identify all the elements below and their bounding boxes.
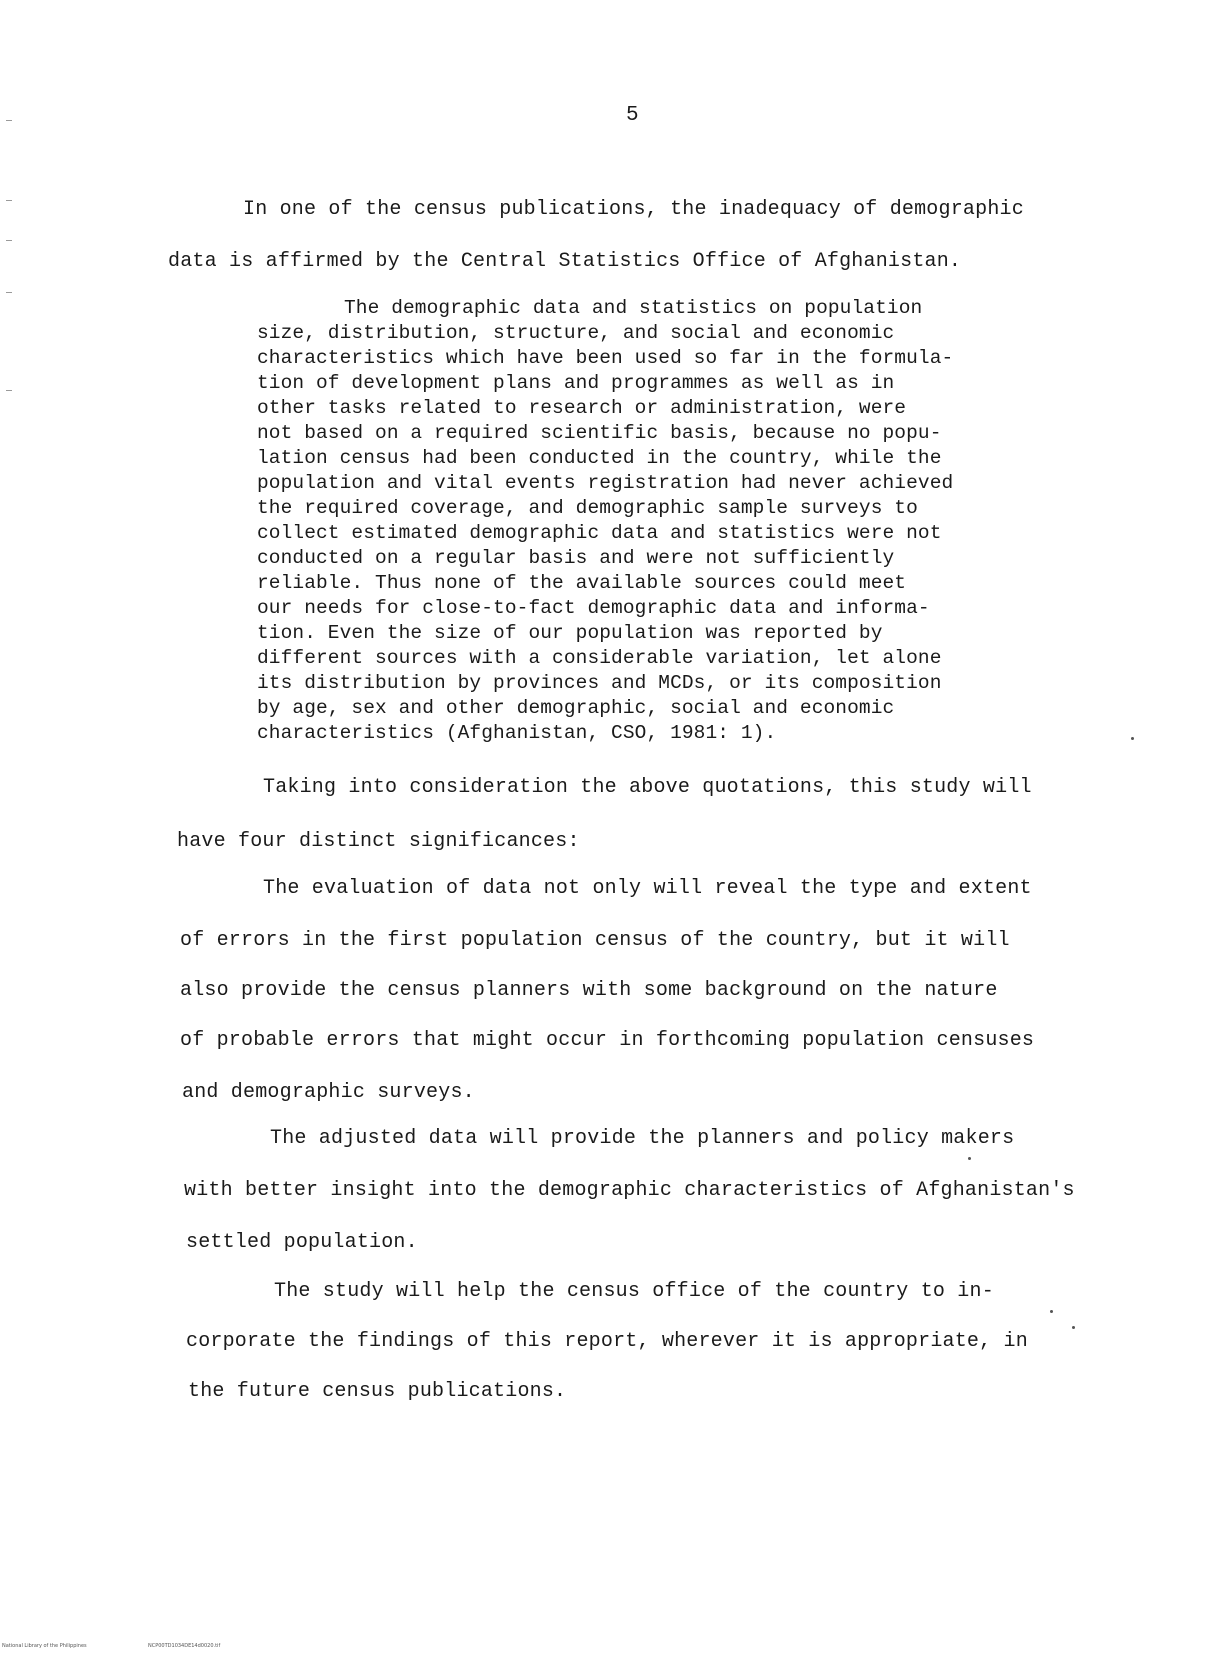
quote-line: population and vital events registration had never achieved (257, 472, 954, 494)
footer-library-label: National Library of the Philippines (2, 1643, 87, 1649)
scan-speck (968, 1157, 971, 1160)
quote-line: lation census had been conducted in the country, while the (257, 447, 942, 469)
quote-line: tion. Even the size of our population was reported by (257, 622, 883, 644)
scan-margin-mark (6, 200, 12, 201)
scan-margin-mark (6, 240, 12, 241)
quote-line: size, distribution, structure, and social and economic (257, 322, 895, 344)
quote-line: its distribution by provinces and MCDs, or its composition (257, 672, 942, 694)
quote-line: tion of development plans and programmes as well as in (257, 372, 895, 394)
significance-intro-line: have four distinct significances: (177, 830, 580, 853)
quote-line: conducted on a regular basis and were not sufficiently (257, 547, 895, 569)
quote-line: collect estimated demographic data and statistics were not (257, 522, 942, 544)
footer-file-id: NCP00TD1034DE14d0020.tif (148, 1643, 221, 1649)
scan-speck (1131, 737, 1134, 740)
scan-margin-mark (6, 120, 12, 121)
quote-line: characteristics (Afghanistan, CSO, 1981: 1). (257, 722, 777, 744)
paragraph-1-line: and demographic surveys. (182, 1081, 475, 1104)
paragraph-1-line: of errors in the first population census of the country, but it will (180, 929, 1010, 952)
paragraph-3-line: The study will help the census office of the country to in- (274, 1280, 994, 1303)
paragraph-2-line: The adjusted data will provide the planners and policy makers (270, 1127, 1015, 1150)
quote-line: The demographic data and statistics on population (344, 297, 923, 319)
paragraph-2-line: settled population. (186, 1231, 418, 1254)
paragraph-1-line: also provide the census planners with some background on the nature (180, 979, 998, 1002)
scan-margin-mark (6, 292, 12, 293)
quote-line: different sources with a considerable variation, let alone (257, 647, 942, 669)
significance-intro-line: Taking into consideration the above quotations, this study will (263, 776, 1032, 799)
quote-line: reliable. Thus none of the available sources could meet (257, 572, 907, 594)
scan-speck (1050, 1310, 1053, 1313)
quote-line: other tasks related to research or administration, were (257, 397, 907, 419)
paragraph-3-line: the future census publications. (188, 1380, 567, 1403)
paragraph-1-line: of probable errors that might occur in forthcoming population censuses (180, 1029, 1035, 1052)
paragraph-2-line: with better insight into the demographic characteristics of Afghanistan's (184, 1179, 1075, 1202)
paragraph-1-line: The evaluation of data not only will reveal the type and extent (263, 877, 1032, 900)
page-number: 5 (626, 104, 639, 127)
quote-line: by age, sex and other demographic, social and economic (257, 697, 895, 719)
quote-line: the required coverage, and demographic sample surveys to (257, 497, 918, 519)
quote-line: not based on a required scientific basis, because no popu- (257, 422, 942, 444)
quote-line: characteristics which have been used so far in the formula- (257, 347, 954, 369)
intro-line: data is affirmed by the Central Statistics Office of Afghanistan. (168, 250, 962, 273)
scan-margin-mark (6, 390, 12, 391)
quote-line: our needs for close-to-fact demographic data and informa- (257, 597, 930, 619)
paragraph-3-line: corporate the findings of this report, wherever it is appropriate, in (186, 1330, 1028, 1353)
intro-line: In one of the census publications, the inadequacy of demographic (243, 198, 1024, 221)
scan-speck (1072, 1326, 1075, 1329)
